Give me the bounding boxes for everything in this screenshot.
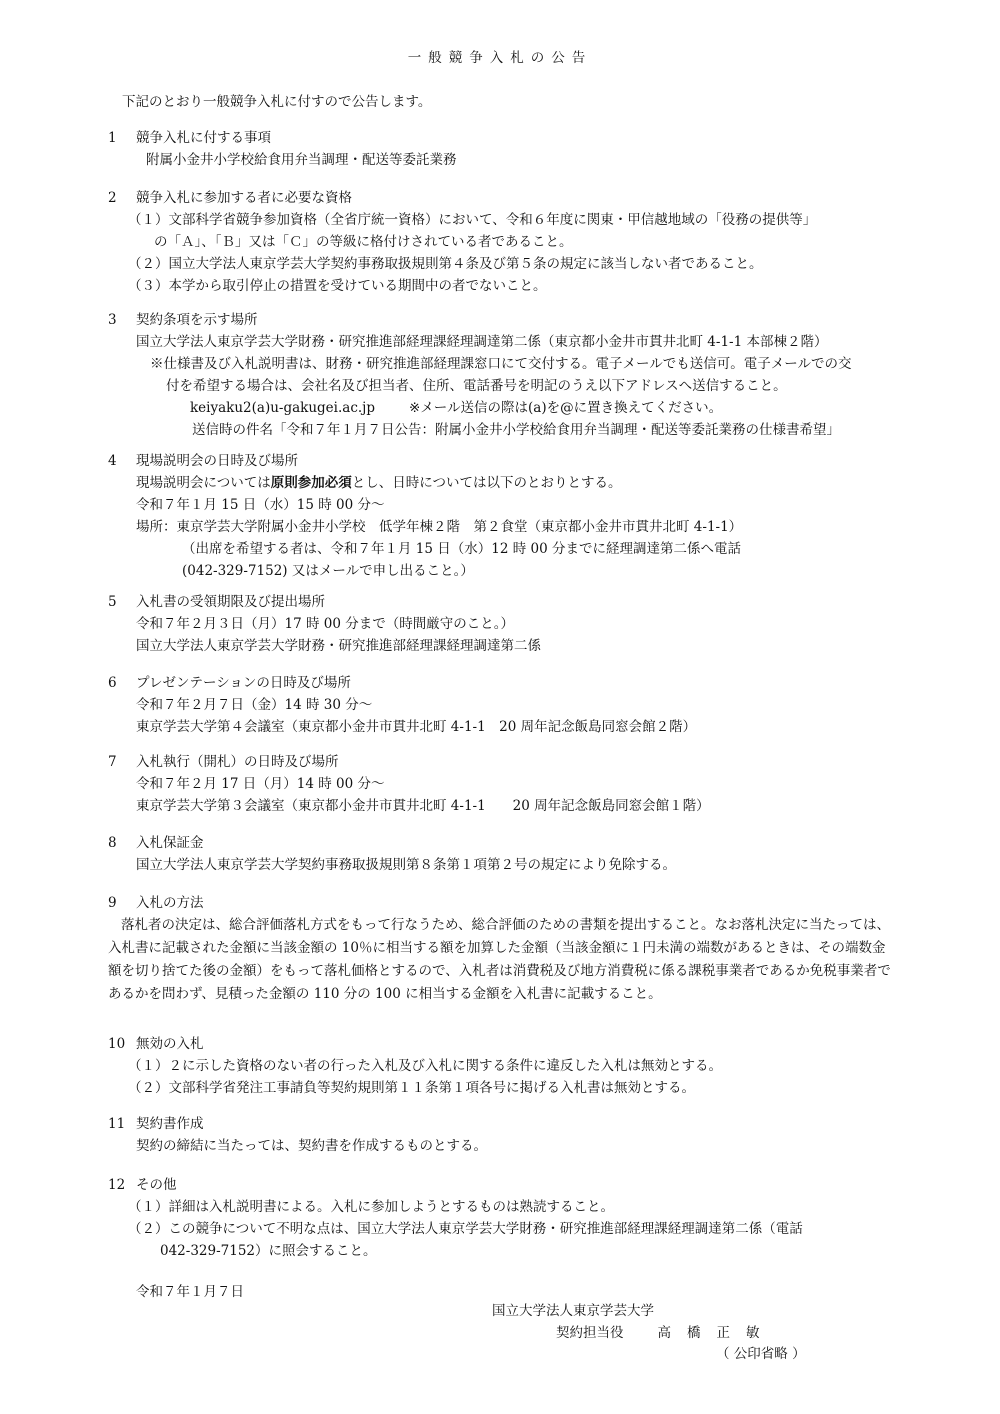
signature-role: 契約担当役	[556, 1325, 624, 1341]
qualification-item-1-cont: の「Ａ」、「Ｂ」又は「Ｃ」の等級に格付けされている者であること。	[154, 234, 573, 250]
intro-text: 下記のとおり一般競争入札に付すので公告します。	[122, 94, 432, 110]
bid-submission-place: 国立大学法人東京学芸大学財務・研究推進部経理課経理調達第二係	[136, 638, 541, 654]
section-heading: その他	[136, 1177, 177, 1193]
section-heading: 入札保証金	[136, 835, 204, 851]
section-body: 国立大学法人東京学芸大学財務・研究推進部経理課経理調達第二係（東京都小金井市貫井北町 4-1-1 本部棟２階）	[136, 334, 828, 350]
section-5	[108, 591, 908, 657]
briefing-datetime: 令和７年１月 15 日（水）15 時 00 分～	[136, 497, 385, 513]
seal-omitted-note: （ 公印省略 ）	[716, 1346, 806, 1362]
spec-note-cont: 付を希望する場合は、会社名及び担当者、住所、電話番号を明記のうえ以下アドレスへ送信すること。	[166, 378, 787, 394]
section-8	[108, 832, 908, 876]
section-body: 附属小金井小学校給食用弁当調理・配送等委託業務	[146, 152, 457, 168]
section-heading: 現場説明会の日時及び場所	[136, 453, 298, 469]
qualification-item-2: （２）国立大学法人東京学芸大学契約事務取扱規則第４条及び第５条の規定に該当しない者であること。	[128, 256, 763, 272]
section-number: 11	[108, 1116, 126, 1132]
signature-line	[556, 1321, 776, 1341]
section-number: 5	[108, 594, 117, 610]
invalid-bid-item-1: （１）２に示した資格のない者の行った入札及び入札に関する条件に違反した入札は無効とする。	[128, 1058, 722, 1074]
signature-name: 高橋正敏	[657, 1325, 776, 1341]
bid-deadline: 令和７年２月３日（月）17 時 00 分まで（時間厳守のこと。）	[136, 616, 514, 632]
section-4	[108, 450, 908, 582]
other-item-1: （１）詳細は入札説明書による。入札に参加しようとするものは熟読すること。	[128, 1199, 614, 1215]
section-heading: 契約書作成	[136, 1116, 204, 1132]
section-number: 8	[108, 835, 117, 851]
section-heading: 入札書の受領期限及び提出場所	[136, 594, 325, 610]
signature-organization: 国立大学法人東京学芸大学	[492, 1303, 654, 1319]
other-item-2: （２）この競争について不明な点は、国立大学法人東京学芸大学財務・研究推進部経理課経理調達第二係（電話	[128, 1221, 803, 1237]
section-heading: プレゼンテーションの日時及び場所	[136, 675, 351, 691]
opening-datetime: 令和７年２月 17 日（月）14 時 00 分～	[136, 776, 385, 792]
spec-note: ※仕様書及び入札説明書は、財務・研究推進部経理課窓口にて交付する。電子メールでも送信可。電子メールでの交	[150, 356, 852, 372]
section-2	[108, 187, 908, 297]
contact-email: keiyaku2(a)u-gakugei.ac.jp	[190, 400, 375, 416]
section-body: 契約の締結に当たっては、契約書を作成するものとする。	[136, 1138, 487, 1154]
other-item-2-cont: 042-329-7152）に照会すること。	[160, 1243, 377, 1259]
section-heading: 入札執行（開札）の日時及び場所	[136, 754, 339, 770]
section-number: 3	[108, 312, 117, 328]
section-heading: 無効の入札	[136, 1036, 204, 1052]
section-number: 12	[108, 1177, 126, 1193]
email-subject: 送信時の件名「令和７年１月７日公告：附属小金井小学校給食用弁当調理・配送等委託業務の仕様書希望」	[192, 422, 840, 438]
section-number: 6	[108, 675, 117, 691]
briefing-text: 現場説明会については	[136, 475, 271, 491]
briefing-place: 場所：東京学芸大学附属小金井小学校 低学年棟２階 第２食堂（東京都小金井市貫井北町 4-1-1）	[136, 519, 743, 535]
mandatory-attendance-emphasis: 原則参加必須	[270, 475, 352, 491]
qualification-item-3: （３）本学から取引停止の措置を受けている期間中の者でないこと。	[128, 278, 547, 294]
section-12	[108, 1174, 908, 1262]
presentation-place: 東京学芸大学第４会議室（東京都小金井市貫井北町 4-1-1 20 周年記念飯島同窓会館２階）	[136, 719, 697, 735]
section-number: 2	[108, 190, 117, 206]
attendance-note-cont: (042-329-7152) 又はメールで申し出ること。）	[182, 563, 474, 579]
section-heading: 契約条項を示す場所	[136, 312, 258, 328]
section-number: 1	[108, 130, 117, 146]
document-title: 一般競争入札の公告	[407, 50, 593, 66]
section-body: 国立大学法人東京学芸大学契約事務取扱規則第８条第１項第２号の規定により免除する。	[136, 857, 676, 873]
section-11	[108, 1113, 908, 1157]
qualification-item-1: （１）文部科学省競争参加資格（全省庁統一資格）において、令和６年度に関東・甲信越地域の「役務の提供等」	[128, 212, 817, 228]
section-7	[108, 751, 908, 817]
presentation-datetime: 令和７年２月７日（金）14 時 30 分～	[136, 697, 373, 713]
section-9	[108, 892, 908, 1006]
email-note: ※メール送信の際は(a)を@に置き換えてください。	[409, 400, 723, 416]
section-1	[108, 127, 908, 171]
section-10	[108, 1033, 908, 1099]
section-number: 4	[108, 453, 117, 469]
section-number: 9	[108, 895, 117, 911]
bidding-method-body: 落札者の決定は、総合評価落札方式をもって行なうため、総合評価のための書類を提出すること。なお落札決定に当たっては、入札書に記載された金額に当該金額の 10％に相当する額を加算した金額（当該金額に１円未満の端数があるときは、その端数金額を切り捨てた後の金額）をもって落札価格とするので、入札者は消費税及び地方消費税に係る課税事業者であるか免税事業者であるかを問わず、見積った金額の 110 分の 100 に相当する金額を入札書に記載すること。	[108, 917, 891, 1002]
section-heading: 競争入札に参加する者に必要な資格	[136, 190, 352, 206]
section-heading: 入札の方法	[136, 895, 204, 911]
briefing-text-cont: とし、日時については以下のとおりとする。	[351, 475, 622, 491]
attendance-note: （出席を希望する者は、令和７年１月 15 日（水）12 時 00 分までに経理調達第二係へ電話	[182, 541, 741, 557]
section-6	[108, 672, 908, 738]
section-heading: 競争入札に付する事項	[136, 130, 271, 146]
section-number: 10	[108, 1036, 126, 1052]
announcement-date: 令和７年１月７日	[136, 1284, 244, 1300]
invalid-bid-item-2: （２）文部科学省発注工事請負等契約規則第１１条第１項各号に掲げる入札書は無効とする。	[128, 1080, 695, 1096]
opening-place: 東京学芸大学第３会議室（東京都小金井市貫井北町 4-1-1 20 周年記念飯島同窓会館１階）	[136, 798, 710, 814]
section-number: 7	[108, 754, 117, 770]
section-3	[108, 309, 908, 441]
